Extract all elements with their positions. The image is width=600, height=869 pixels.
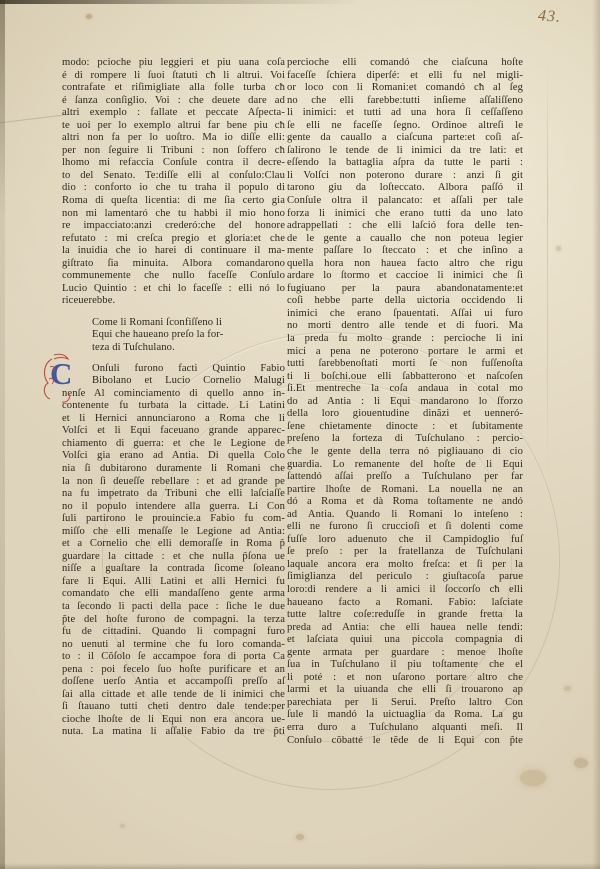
text-line: partire lhoſte de Romani. La nouella ne an	[287, 483, 523, 495]
text-line: ſe preſo : per la fratellanza de Tuſchulani	[287, 546, 523, 558]
text-line: altri exemplo : fallate et peccate Aſpecta-	[62, 107, 285, 119]
foxing-spot	[564, 686, 571, 691]
text-line: coſi hebbe parte della uictoria occidendo li	[287, 295, 523, 307]
text-line: forza li inimici che erano tutti da uno lato	[287, 207, 523, 219]
text-line: faceſſe ſchiera diperſé: et elli fu nel migli-	[287, 69, 523, 81]
page-edge-shadow-bottom	[0, 863, 600, 869]
text-line: pena : poi fecelo ſuo hoſte purificare et an	[62, 663, 285, 675]
page-edge-shadow-top	[0, 0, 600, 4]
text-line: Come li Romani ſconfiſſeno li	[92, 316, 223, 328]
text-line: per non ſeguire li Tribuni : non ſoffero cħ	[62, 144, 285, 156]
text-line: refutato : mi creſca pregio et gloria:et che	[62, 232, 285, 244]
text-line: ardare lo ſtormo et caccioe li inimici che ſi	[287, 270, 523, 282]
text-line: la non ſi deueſſe rebellare : et ad grande pe	[62, 475, 285, 487]
text-line: no che elli farebbe:tutti inſieme aſſaliſſeno	[287, 94, 523, 106]
paper-crease	[0, 114, 70, 124]
chapter-opening-lines	[62, 363, 285, 388]
text-line: laquale ancora era molto freſca: et ſi per la	[287, 558, 523, 570]
text-line: no morti dentro alle tende et di fuori. Ma	[287, 320, 523, 332]
text-line: loro:di rendere a li amici il ſoccorſo cħ elli	[287, 583, 523, 595]
text-line: della loro giouentudine dinãzi et uenneró-	[287, 408, 523, 420]
text-line: ſuli partirono le prouincie.a Fabio fu com-	[62, 513, 285, 525]
text-line: modo: pcioche piu leggieri et piu uana coſa	[62, 57, 285, 68]
text-line: ſua in Tuſchulano il piu toſtamente che el	[287, 659, 523, 671]
text-line: Conſule oltra il palancato: et aſſali per tale	[287, 195, 523, 207]
text-line: ſalirono le tende de li inimici da tre lati: et	[287, 144, 523, 156]
text-line: do ad Antia : li Equi mandarono lo ſforzo	[287, 395, 523, 407]
chapter-rubric	[62, 317, 285, 355]
text-line: é ſanza conſiglio. Voi : che deuete dare ad	[62, 94, 285, 106]
text-line: p̃te del hoſte furono de compagni. la terza	[62, 613, 285, 625]
text-line: Onſuli furono facti Quintio Fabio	[92, 362, 285, 374]
foxing-spot	[556, 246, 561, 251]
text-line: dó a Roma et dà Roma toſtamente ne andó	[287, 496, 523, 508]
text-line: eſſendo la battaglia aſpra da tutte le parti :	[287, 157, 523, 169]
text-line: la preda fu molto grande : percioche li ini	[287, 333, 523, 345]
foxing-spot	[574, 758, 588, 768]
text-line: fuſſe loro aduenuto che il Campidoglio fuſ	[287, 533, 523, 545]
text-line: chiamento di guerra: et che le Legione de	[62, 437, 285, 449]
text-line: Volſci gia erano ad Antia. Di quella Colo	[62, 450, 285, 462]
text-line: riceuerebbe.	[62, 295, 116, 307]
text-line: niſſe a guaſtare la contrada ſicome ſoleano	[62, 563, 285, 575]
text-line: tarono giu da loſteccato. Albora paſſó il	[287, 182, 523, 194]
text-line: elli ne furono ſi cruccioſi et ſi dolenti come	[287, 521, 523, 533]
text-line: ti li boſchi.oue elli ſabbatterono et naſcoſen	[287, 370, 523, 382]
text-line: percioche elli comandó che ciaſcuna hoſte	[287, 57, 523, 68]
text-line: mici a pena ne poterono portare le armi et	[287, 345, 523, 357]
text-line: to del Senato. Te:diſſe elli al conſulo:Clau	[62, 169, 285, 181]
text-line: preſeno la forteza di Tuſchulano : percio-	[287, 433, 523, 445]
text-line: ad Antia. Quando li Romani lo inteſeno :	[287, 508, 523, 520]
text-line: no il populo intendere alla guerra. Li Con	[62, 500, 285, 512]
text-line: non mi lamentaró che tu habbi il mio hono	[62, 207, 285, 219]
text-line: de le gente a cauallo che non poteua legier	[287, 232, 523, 244]
left-text-column	[50, 57, 285, 739]
text-line: giſtrato ſia minuita. Albora comandarono	[62, 257, 285, 269]
text-line: re impacciato:anzi crederó:che del honore	[62, 220, 285, 232]
text-line: na fu impetrato da Tribuni che elli laſciaſſe	[62, 488, 285, 500]
text-line: ſimiglianza del periculo : giuſtacoſa parue	[287, 571, 523, 583]
text-line: miſſo che elli menaſſe le Legione ad Antia:	[62, 525, 285, 537]
text-line: communemente che nullo faceſſe Conſulo	[62, 270, 285, 282]
text-line: li poté : et non uſarono portare altro che	[287, 671, 523, 683]
text-line: te uoi per lo exemplo altrui far bene piu cħ	[62, 119, 285, 131]
text-line: quella hora non hauea facto altro che rigu	[287, 257, 523, 269]
text-line: no uenuti al termine che fu loro comanda-	[62, 638, 285, 650]
right-column-lines	[287, 57, 523, 747]
text-line: larmi et la uiuanda che elli ſi trouarono ap	[287, 684, 523, 696]
paper-fold-line	[547, 60, 548, 480]
text-line: parechiata per li Serui. Preſto laltro Con	[287, 696, 523, 708]
text-line: Lucio Quintio : et chi lo faceſſe : elli nó lo	[62, 282, 285, 294]
text-line: fugiuano per la paura abandonatamente:et	[287, 282, 523, 294]
text-line: ſi.Et mentreche la coſa andaua in cotal mo	[287, 383, 523, 395]
text-line: haueano facto a Romani. Fabio: laſciate	[287, 596, 523, 608]
text-line: dio : conforto io che tu traha il populo di	[62, 182, 285, 194]
chapter-text	[50, 355, 285, 739]
text-line: la inuidia che io harei di continuare il ma-	[62, 245, 285, 257]
foxing-spot	[296, 834, 304, 840]
text-line: ſene chietamente dinocte : et ſubitamente	[287, 420, 523, 432]
text-line: tutti ſarebbenoſtati morti ſe non fuſſenoſta	[287, 358, 523, 370]
text-line: altri non fa per lo uoſtro. Ma io diſſe elli:	[62, 132, 285, 144]
text-line: che le gente della terra nó pigliauano di cio	[287, 445, 523, 457]
text-line: preda ad Antia: che elli hauea nelle tendi:	[287, 621, 523, 633]
text-line: fu de cittadini. Quando li compagni furo	[62, 626, 285, 638]
text-line: et a Cornelio che elli demoraſſe in Roma p̃	[62, 538, 285, 550]
text-line: Volſci et li Equi faceuano grande apparec-	[62, 425, 285, 437]
text-line: é di rompere li ſuoi ſtatuti cħ li altrui. Voi	[62, 69, 285, 81]
text-line: gente da cauallo a ciaſcuna parte:et coſi aſ-	[287, 132, 523, 144]
penwork-flourish-icon	[38, 353, 82, 405]
text-line: gente armata per guardare : menoe lhoſte	[287, 646, 523, 658]
text-line: cioche lhoſte de li Equi non era ancora ue-	[62, 713, 285, 725]
text-line: doſſene uerſo Antia et accampoſſi preſſo aſ	[62, 676, 285, 688]
text-line: Conſulo cõbatté le tẽde de li Equi con p̃te	[287, 734, 523, 746]
text-line: adrappellati : che elli laſció fora delle ten-	[287, 220, 523, 232]
text-line: ſule li mandó la uictuaglia da Roma. La gu	[287, 709, 523, 721]
foxing-spot	[86, 14, 92, 19]
text-line: contenente fu turbata la cittade. Li Latini	[62, 400, 285, 412]
text-line: contrafate et riſimigliate alla folle turba cħ	[62, 82, 285, 94]
text-line: tutte laltre coſe:reduſſe in grande fretta la	[287, 609, 523, 621]
paragraph-continuation	[62, 57, 285, 308]
text-line: or loco con li Romani:et comandó cħ al ſeg	[287, 82, 523, 94]
text-line: Equi che haueano preſo la for-	[92, 329, 224, 341]
text-line: ta ſecondo li pacti della pace : ſiche le due	[62, 600, 285, 612]
text-line: ſi ſtauano tutti cheti dentro dale tende:per	[62, 701, 285, 713]
text-line: ſattendó aſſai preſſo a Tuſchulano per far	[287, 471, 523, 483]
text-line: erra duro a Tuſchulano alquanti meſi. Il	[287, 721, 523, 733]
folio-number: 43.	[537, 7, 562, 26]
text-line: lhomo mi refaccia Conſule contra il decre-	[62, 157, 285, 169]
text-line: ſe elli ne faceſſe ſegno. Ordinoe altreſi le	[287, 119, 523, 131]
text-line: inimici che erano ſpauentati. Aſſai ui furo	[287, 307, 523, 319]
right-text-column	[287, 57, 523, 747]
page-edge-shadow-right	[592, 0, 600, 869]
text-line: nenſe Al cominciamento di quello anno in-	[62, 387, 285, 399]
text-line: fare li Equi. Alli Latini et alli Hernici fu	[62, 575, 285, 587]
text-line: et li Hernici annunciarono a Roma che li	[62, 412, 285, 424]
text-line: li inimici: et tutti ad una hora ſi ceſſaſſeno	[287, 107, 523, 119]
page-edge-shadow-left	[0, 0, 5, 869]
text-line: et laſciata quiui una piccola compagnia di	[287, 634, 523, 646]
text-line: ſai alla cittade et alle tende de li inimici che	[62, 688, 285, 700]
text-line: Bibolano et Lucio Cornelio Malugi	[92, 375, 285, 387]
foxing-spot	[120, 824, 125, 828]
text-line: li Volſci non poterono durare : anzi ſi git	[287, 169, 523, 181]
text-line: to : il Cõſolo ſe accampoe fora di porta Ca	[62, 651, 285, 663]
text-line: Roma di queſta licentia: di me ſia certo gia	[62, 195, 285, 207]
foxing-spot	[520, 770, 546, 786]
text-line: mente paſſare lo ſteccato : et che inſino a	[287, 245, 523, 257]
chapter-body-lines	[62, 388, 285, 739]
text-line: nia ſi dubitarono duramente li Romani che	[62, 462, 285, 474]
text-line: nuta. La matina li aſſalie Fabio da tre p̃ti	[62, 726, 285, 738]
illuminated-initial: C	[50, 355, 73, 391]
text-line: teza di Tuſchulano.	[92, 342, 175, 354]
text-line: comandato che elli mandaſſeno gente arma	[62, 588, 285, 600]
text-line: guardare la cittade : et che nulla p̃ſona ue	[62, 550, 285, 562]
text-line: guardia. Lo remanente del hoſte de li Equi	[287, 458, 523, 470]
